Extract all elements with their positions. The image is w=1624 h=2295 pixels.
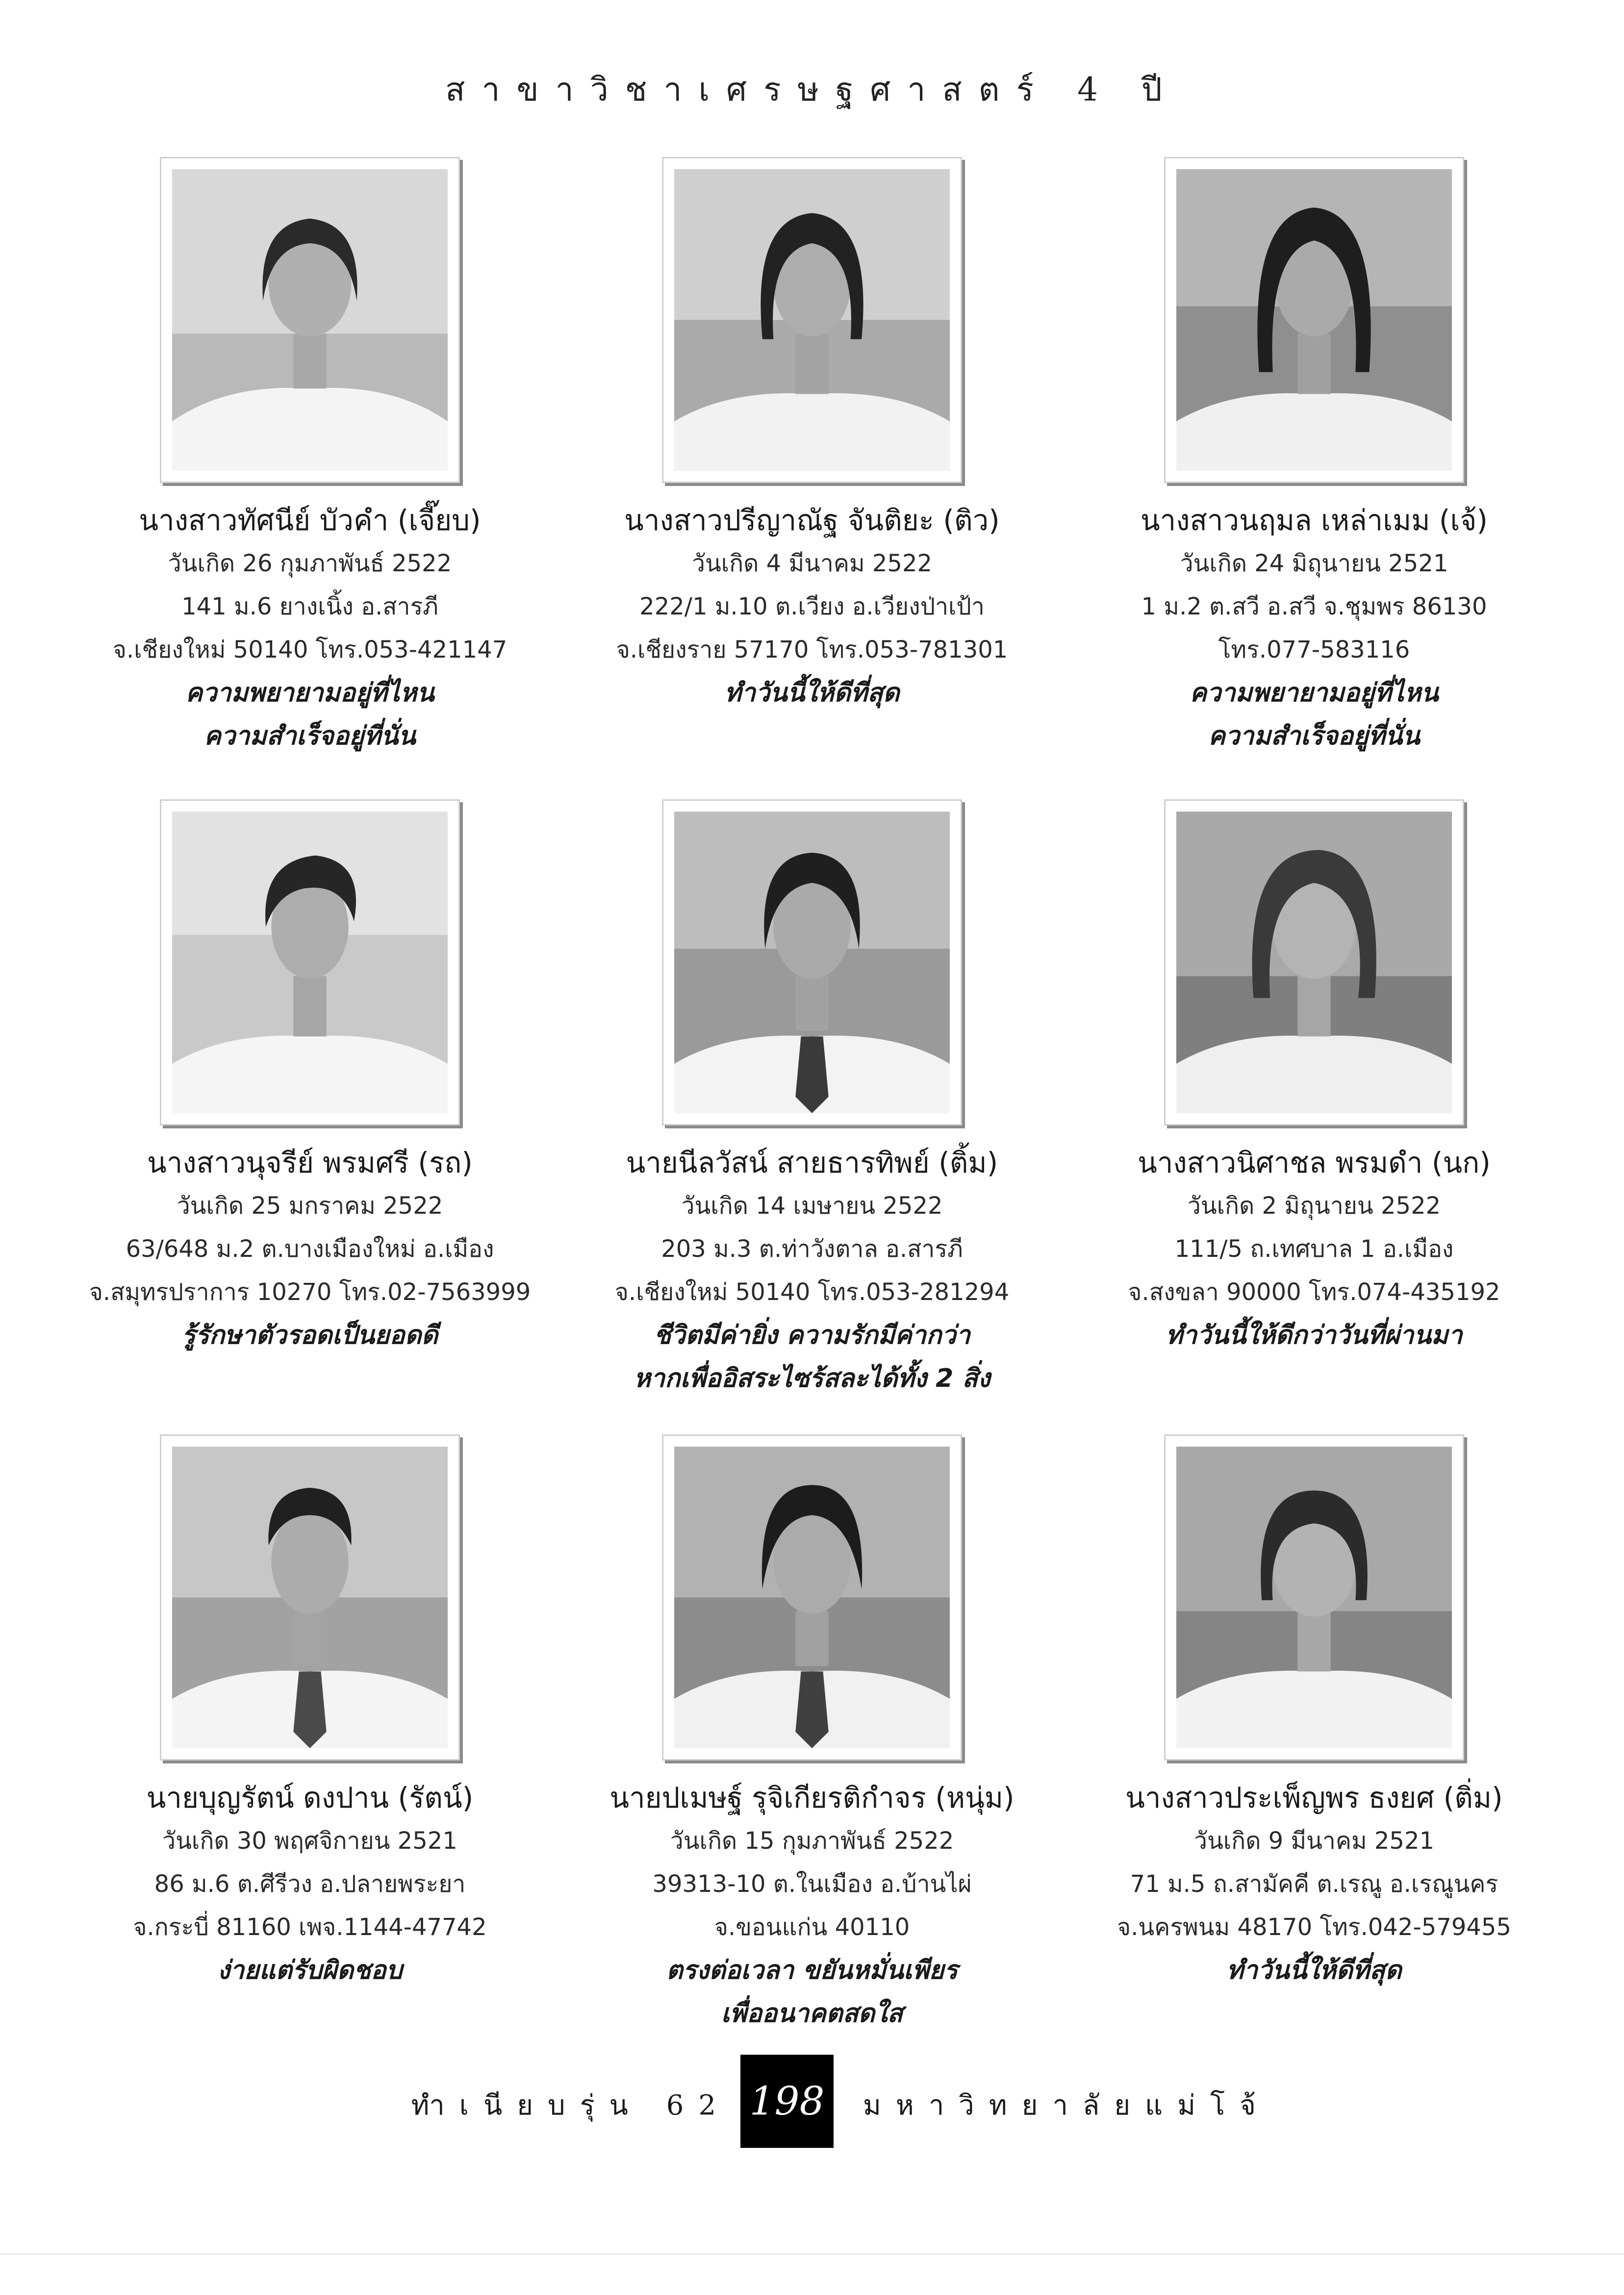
- yearbook-edition: ทำเนียบรุ่น 62: [411, 2090, 731, 2121]
- portrait-frame: [1164, 1434, 1464, 1760]
- portrait-frame: [1164, 799, 1464, 1125]
- address-line: จ.เชียงใหม่ 50140 โทร.053-421147: [112, 636, 508, 663]
- portrait-frame: [160, 799, 460, 1125]
- student-card: [59, 157, 561, 799]
- portrait-photo: [674, 1447, 950, 1748]
- birth-date: วันเกิด 4 มีนาคม 2522: [691, 550, 933, 577]
- motto-line: ทำวันนี้ให้ดีที่สุด: [1226, 1956, 1402, 1985]
- portrait-photo: [674, 169, 950, 471]
- student-name: นางสาวปรีญาณัฐ จันติยะ (ติว): [624, 504, 1000, 537]
- student-name: นางสาวทัศนีย์ บัวคำ (เจี๊ยบ): [139, 504, 481, 537]
- portrait-frame: [160, 157, 460, 483]
- birth-date: วันเกิด 9 มีนาคม 2521: [1193, 1827, 1435, 1855]
- portrait-frame: [1164, 157, 1464, 483]
- birth-date: วันเกิด 24 มิถุนายน 2521: [1180, 550, 1448, 577]
- student-card: [561, 1434, 1063, 2072]
- portrait-photo: [1176, 812, 1452, 1113]
- student-card: [59, 799, 561, 1434]
- student-name: นางสาวนุจรีย์ พรมศรี (รถ): [147, 1146, 473, 1179]
- page-title: สาขาวิชาเศรษฐศาสตร์ 4 ปี: [445, 71, 1179, 108]
- address-line: จ.ขอนแก่น 40110: [714, 1913, 910, 1941]
- address-line: จ.เชียงใหม่ 50140 โทร.053-281294: [614, 1278, 1010, 1306]
- motto-line: ตรงต่อเวลา ขยันหมั่นเพียร: [666, 1956, 958, 1985]
- motto-line: ทำวันนี้ให้ดีกว่าวันที่ผ่านมา: [1166, 1321, 1463, 1350]
- address-line: โทร.077-583116: [1218, 636, 1410, 663]
- student-name: นางสาวนฤมล เหล่าเมม (เจ้): [1140, 504, 1488, 537]
- portrait-frame: [662, 799, 962, 1125]
- student-name: นายนีลวัสน์ สายธารทิพย์ (ติ้ม): [626, 1146, 998, 1179]
- address-line: จ.สงขลา 90000 โทร.074-435192: [1128, 1278, 1500, 1306]
- student-name: นายปเมษฐ์ รุจิเกียรติกำจร (หนุ่ม): [609, 1781, 1015, 1814]
- motto-line: ง่ายแต่รับผิดชอบ: [217, 1956, 403, 1985]
- address-line: 1 ม.2 ต.สวี อ.สวี จ.ชุมพร 86130: [1141, 593, 1487, 620]
- birth-date: วันเกิด 30 พฤศจิกายน 2521: [162, 1827, 457, 1855]
- address-line: 111/5 ถ.เทศบาล 1 อ.เมือง: [1174, 1235, 1454, 1263]
- motto-line: รู้รักษาตัวรอดเป็นยอดดี: [181, 1321, 438, 1350]
- student-name: นายบุญรัตน์ ดงปาน (รัตน์): [146, 1781, 474, 1814]
- motto-line: ชีวิตมีค่ายิ่ง ความรักมีค่ากว่า: [654, 1321, 970, 1350]
- portrait-photo: [172, 812, 448, 1113]
- motto-line: ความสำเร็จอยู่ที่นั่น: [1208, 721, 1420, 751]
- student-card: [561, 157, 1063, 799]
- motto-line: ความพยายามอยู่ที่ไหน: [1190, 678, 1439, 708]
- motto-line: ความสำเร็จอยู่ที่นั่น: [204, 721, 416, 751]
- student-card: [59, 1434, 561, 2072]
- page-number: 198: [740, 2055, 834, 2148]
- motto-line: หากเพื่ออิสระไซร้สละได้ทั้ง 2 สิ่ง: [634, 1364, 990, 1393]
- address-line: 86 ม.6 ต.ศีรีวง อ.ปลายพระยา: [154, 1870, 466, 1898]
- birth-date: วันเกิด 15 กุมภาพันธ์ 2522: [670, 1827, 954, 1855]
- birth-date: วันเกิด 25 มกราคม 2522: [177, 1192, 443, 1220]
- portrait-photo: [674, 812, 950, 1113]
- portrait-grid: [59, 157, 1565, 2072]
- address-line: 222/1 ม.10 ต.เวียง อ.เวียงป่าเป้า: [639, 593, 985, 620]
- address-line: จ.สมุทรปราการ 10270 โทร.02-7563999: [89, 1278, 531, 1306]
- birth-date: วันเกิด 14 เมษายน 2522: [681, 1192, 943, 1220]
- birth-date: วันเกิด 26 กุมภาพันธ์ 2522: [168, 550, 452, 577]
- motto-line: เพื่ออนาคตสดใส: [721, 1999, 903, 2028]
- address-line: 63/648 ม.2 ต.บางเมืองใหม่ อ.เมือง: [126, 1235, 494, 1263]
- bottom-divider: [0, 2253, 1624, 2255]
- portrait-photo: [172, 1447, 448, 1748]
- address-line: จ.นครพนม 48170 โทร.042-579455: [1116, 1913, 1512, 1941]
- portrait-frame: [662, 1434, 962, 1760]
- motto-line: ความพยายามอยู่ที่ไหน: [185, 678, 434, 708]
- address-line: จ.กระบี่ 81160 เพจ.1144-47742: [133, 1913, 487, 1941]
- portrait-photo: [1176, 1447, 1452, 1748]
- address-line: 39313-10 ต.ในเมือง อ.บ้านไผ่: [652, 1870, 972, 1898]
- address-line: 203 ม.3 ต.ท่าวังตาล อ.สารภี: [661, 1235, 963, 1263]
- student-name: นางสาวนิศาชล พรมดำ (นก): [1138, 1146, 1491, 1179]
- birth-date: วันเกิด 2 มิถุนายน 2522: [1187, 1192, 1441, 1220]
- address-line: 71 ม.5 ถ.สามัคคี ต.เรณู อ.เรณูนคร: [1130, 1870, 1498, 1898]
- portrait-frame: [662, 157, 962, 483]
- address-line: จ.เชียงราย 57170 โทร.053-781301: [616, 636, 1008, 663]
- student-name: นางสาวประเพ็ญพร ธงยศ (ติ่ม): [1125, 1781, 1503, 1814]
- address-line: 141 ม.6 ยางเนิ้ง อ.สารภี: [181, 593, 438, 620]
- student-card: [1063, 799, 1565, 1434]
- student-card: [561, 799, 1063, 1434]
- student-card: [1063, 1434, 1565, 2072]
- portrait-photo: [1176, 169, 1452, 471]
- university-name: มหาวิทยาลัยแม่โจ้: [863, 2090, 1270, 2121]
- portrait-frame: [160, 1434, 460, 1760]
- page-footer: [0, 2055, 1624, 2148]
- motto-line: ทำวันนี้ให้ดีที่สุด: [724, 678, 900, 708]
- portrait-photo: [172, 169, 448, 471]
- student-card: [1063, 157, 1565, 799]
